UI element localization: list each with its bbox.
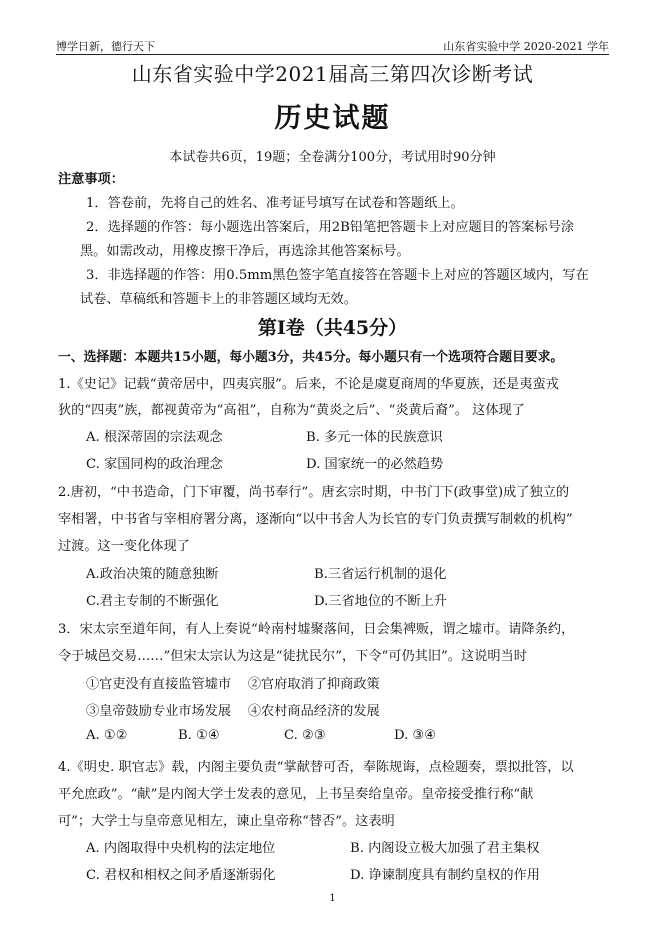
q1-option-b: B. 多元一体的民族意识 xyxy=(306,430,443,445)
question-3-text: 令于城邑交易……”但宋太宗认为这是“徒扰民尔”，下令“可仍其旧”。这说明当时 xyxy=(58,649,527,664)
notice-line: 3．非选择题的作答：用0.5mm黑色签字笔直接答在答题卡上对应的答题区域内，写在 xyxy=(86,268,589,283)
q3-option-a: A. ①② xyxy=(86,728,128,743)
q1-option-a: A. 根深蒂固的宗法观念 xyxy=(86,430,223,445)
question-4-text: 4.《明史. 职官志》载，内阁主要负责“掌献替可否，奉陈规诲，点检题奏，票拟批答，以 xyxy=(58,760,574,775)
q4-option-b: B. 内阁设立极大加强了君主集权 xyxy=(350,841,540,856)
question-2-text: 宰相署，中书省与宰相府署分离，逐渐向“以中书舍人为长官的专门负责撰写制敕的机构” xyxy=(58,512,573,527)
question-1-text: 狄的“四夷”族，都视黄帝为“高祖”，自称为“黄炎之后”、“炎黄后裔”。 这体现了 xyxy=(58,403,525,418)
q1-option-d: D. 国家统一的必然趋势 xyxy=(306,457,444,472)
question-4-text: 可”；大学士与皇帝意见相左，谏止皇帝称“替否”。这表明 xyxy=(58,814,395,829)
q3-statements: ③皇帝鼓励专业市场发展 ④农村商品经济的发展 xyxy=(86,704,380,719)
section-title: 第Ⅰ卷（共45分） xyxy=(257,317,408,339)
q3-option-b: B. ①④ xyxy=(178,728,220,743)
section-instruction: 一、选择题：本题共15小题，每小题3分，共45分。每小题只有一个选项符合题目要求。 xyxy=(58,350,564,365)
header-school-year: 山东省实验中学 2020-2021 学年 xyxy=(443,40,609,53)
subject-title: 历史试题 xyxy=(274,103,391,134)
q1-option-c: C. 家国同构的政治理念 xyxy=(86,457,223,472)
notice-line: 2．选择题的作答：每小题选出答案后，用2B铅笔把答题卡上对应题目的答案标号涂 xyxy=(86,220,575,235)
question-2-text: 2.唐初，“中书造命，门下审覆，尚书奉行”。唐玄宗时期，中书门下(政事堂)成了独立的 xyxy=(58,485,570,500)
q2-option-a: A.政治决策的随意独断 xyxy=(86,567,219,582)
page-header xyxy=(56,36,609,55)
question-3-text: 3．宋太宗至道年间，有人上奏说“岭南村墟聚落间，日会集裨贩，谓之墟市。请降条约， xyxy=(58,622,575,637)
q3-option-c: C. ②③ xyxy=(284,728,326,743)
notice-line: 试卷、草稿纸和答题卡上的非答题区域均无效。 xyxy=(80,292,357,307)
exam-info: 本试卷共6页，19题；全卷满分100分，考试用时90分钟 xyxy=(169,150,496,165)
notice-line: 1．答卷前，先将自己的姓名、准考证号填写在试卷和答题纸上。 xyxy=(86,196,464,211)
question-2-text: 过渡。这一变化体现了 xyxy=(58,539,190,554)
question-1-text: 1.《史记》记载“黄帝居中，四夷宾服”。后来，不论是虞夏商周的华夏族，还是夷蛮戎 xyxy=(58,377,559,392)
q4-option-c: C. 君权和相权之间矛盾逐渐弱化 xyxy=(86,868,276,883)
q3-option-d: D. ③④ xyxy=(394,728,437,743)
notice-heading: 注意事项： xyxy=(58,172,124,187)
q2-option-d: D.三省地位的不断上升 xyxy=(314,594,447,609)
q2-option-b: B.三省运行机制的退化 xyxy=(314,567,447,582)
question-4-text: 平允庶政”。“献”是内阁大学士发表的意见，上书呈奏给皇帝。皇帝接受推行称“献 xyxy=(58,787,534,802)
q3-statements: ①官吏没有直接监管墟市 ②官府取消了抑商政策 xyxy=(86,677,380,692)
header-motto: 博学日新，德行天下 xyxy=(56,40,155,53)
exam-title: 山东省实验中学2021届高三第四次诊断考试 xyxy=(131,62,534,86)
notice-line: 黑。如需改动，用橡皮擦干净后，再选涂其他答案标号。 xyxy=(80,244,410,259)
q2-option-c: C.君主专制的不断强化 xyxy=(86,594,219,609)
page-number: 1 xyxy=(329,893,336,904)
q4-option-a: A. 内阁取得中央机构的法定地位 xyxy=(86,841,276,856)
q4-option-d: D. 诤谏制度具有制约皇权的作用 xyxy=(350,868,540,883)
